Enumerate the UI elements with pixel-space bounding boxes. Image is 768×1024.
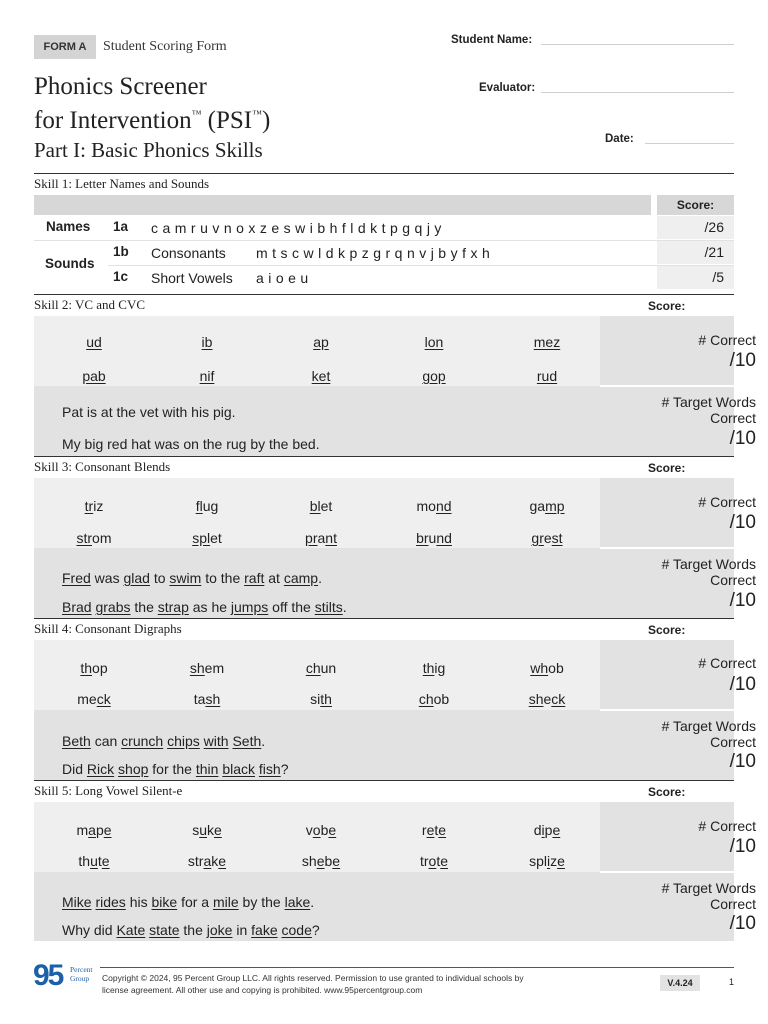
correct-score[interactable]: /10 <box>729 512 756 533</box>
word: ib <box>201 334 213 350</box>
version-badge: V.4.24 <box>660 975 700 991</box>
word: trote <box>419 853 449 869</box>
divider <box>34 618 734 619</box>
evaluator-label: Evaluator: <box>479 82 536 94</box>
word: ket <box>311 368 331 384</box>
sentence: Beth can crunch chips with Seth. <box>62 733 266 749</box>
word: chun <box>305 660 337 676</box>
word: strake <box>187 853 227 869</box>
word: meck <box>77 691 111 707</box>
correct-score[interactable]: /10 <box>729 350 756 371</box>
skill3-title: Skill 3: Consonant Blends <box>34 459 171 474</box>
divider <box>34 173 734 174</box>
correct-score[interactable]: /10 <box>729 836 756 857</box>
word: dipe <box>533 822 561 838</box>
skill5-score-label: Score: <box>648 785 686 799</box>
skill1-score-label: Score: <box>657 195 734 215</box>
letters-1a: c a m r u v n o x z e s w i b h f l d k t p g q j y <box>151 220 442 236</box>
category-1c: Short Vowels <box>151 270 233 286</box>
word: sheck <box>528 691 566 707</box>
word: ap <box>313 334 329 350</box>
row-divider <box>108 265 734 266</box>
word: nif <box>199 368 215 384</box>
score-1b[interactable]: /21 <box>657 241 734 264</box>
letters-1b: m t s c w l d k p z g r q n v j b y f x h <box>256 245 491 261</box>
skill3-score-label: Score: <box>648 461 686 475</box>
sentence: Pat is at the vet with his pig. <box>62 404 236 420</box>
form-subtitle: Student Scoring Form <box>103 39 227 54</box>
score-1a[interactable]: /26 <box>657 216 734 239</box>
word: mez <box>533 334 561 350</box>
word: chob <box>418 691 450 707</box>
word: rete <box>421 822 447 838</box>
word: tash <box>193 691 221 707</box>
sentence: Why did Kate state the joke in fake code? <box>62 922 320 938</box>
target-score[interactable]: /10 <box>729 913 756 934</box>
skill1-title: Skill 1: Letter Names and Sounds <box>34 176 210 191</box>
word: mond <box>416 498 452 514</box>
skill4-title: Skill 4: Consonant Digraphs <box>34 621 182 636</box>
word: vobe <box>305 822 337 838</box>
part-title: Part I: Basic Phonics Skills <box>34 138 263 162</box>
letters-1c: a i o e u <box>256 270 309 286</box>
word: ud <box>86 334 102 350</box>
word: strom <box>76 530 112 546</box>
word: thute <box>78 853 110 869</box>
divider <box>34 294 734 295</box>
word: flug <box>195 498 219 514</box>
sentence: My big red hat was on the rug by the bed. <box>62 436 320 452</box>
word: grest <box>531 530 563 546</box>
word: lon <box>424 334 444 350</box>
copyright-text: Copyright © 2024, 95 Percent Group LLC. All rights reserved. Permission to use granted to individual schools by license agreement. All other use and copying is prohibited. www.95percentgroup.com <box>102 973 524 995</box>
word: triz <box>84 498 104 514</box>
company-logo: 95 Percent Group <box>33 959 93 992</box>
footer-divider <box>100 967 734 968</box>
correct-score[interactable]: /10 <box>729 674 756 695</box>
target-label: # Target Words Correct <box>661 880 756 912</box>
skill1-header-bar <box>34 195 651 215</box>
row-id-1a: 1a <box>113 219 129 234</box>
divider <box>34 456 734 457</box>
word: rud <box>536 368 558 384</box>
page-number: 1 <box>729 977 735 987</box>
target-label: # Target Words Correct <box>661 718 756 750</box>
word: blet <box>309 498 333 514</box>
category-1b: Consonants <box>151 245 226 261</box>
title-line-1: Phonics Screener <box>34 73 207 100</box>
correct-label: # Correct <box>698 332 756 348</box>
word: gamp <box>529 498 565 514</box>
correct-label: # Correct <box>698 494 756 510</box>
target-label: # Target Words Correct <box>661 556 756 588</box>
skill2-title: Skill 2: VC and CVC <box>34 297 146 312</box>
sentence: Did Rick shop for the thin black fish? <box>62 761 289 777</box>
row-divider <box>34 240 734 241</box>
evaluator-field[interactable] <box>541 92 734 93</box>
page-title <box>34 73 270 135</box>
correct-label: # Correct <box>698 655 756 671</box>
sentence: Mike rides his bike for a mile by the lake. <box>62 894 315 910</box>
word: splize <box>529 853 565 869</box>
row-id-1b: 1b <box>113 244 129 259</box>
skill5-title: Skill 5: Long Vowel Silent-e <box>34 783 183 798</box>
title-line-2: for Intervention™ (PSI™) <box>34 107 271 134</box>
divider <box>34 780 734 781</box>
word: prant <box>305 530 337 546</box>
date-field[interactable] <box>645 143 734 144</box>
word: sith <box>310 691 332 707</box>
score-1c[interactable]: /5 <box>657 266 734 289</box>
word: shem <box>189 660 225 676</box>
word: thig <box>422 660 446 676</box>
target-score[interactable]: /10 <box>729 428 756 449</box>
date-label: Date: <box>605 133 634 145</box>
target-label: # Target Words Correct <box>661 394 756 426</box>
target-score[interactable]: /10 <box>729 590 756 611</box>
word: gop <box>422 368 446 384</box>
skill2-score-label: Score: <box>648 299 686 313</box>
row-id-1c: 1c <box>113 269 129 284</box>
form-tag: FORM A <box>34 35 96 59</box>
student-name-field[interactable] <box>541 44 734 45</box>
word: whob <box>530 660 564 676</box>
sentence: Brad grabs the strap as he jumps off the stilts. <box>62 599 347 615</box>
word: splet <box>192 530 222 546</box>
student-name-label: Student Name: <box>451 34 533 46</box>
word: suke <box>192 822 222 838</box>
word: pab <box>82 368 106 384</box>
sounds-label: Sounds <box>45 256 95 271</box>
word: mape <box>76 822 112 838</box>
correct-label: # Correct <box>698 818 756 834</box>
word: brund <box>416 530 452 546</box>
names-label: Names <box>46 219 91 234</box>
word: thop <box>80 660 108 676</box>
word: shebe <box>301 853 341 869</box>
skill4-score-label: Score: <box>648 623 686 637</box>
target-score[interactable]: /10 <box>729 751 756 772</box>
sentence: Fred was glad to swim to the raft at camp. <box>62 570 322 586</box>
